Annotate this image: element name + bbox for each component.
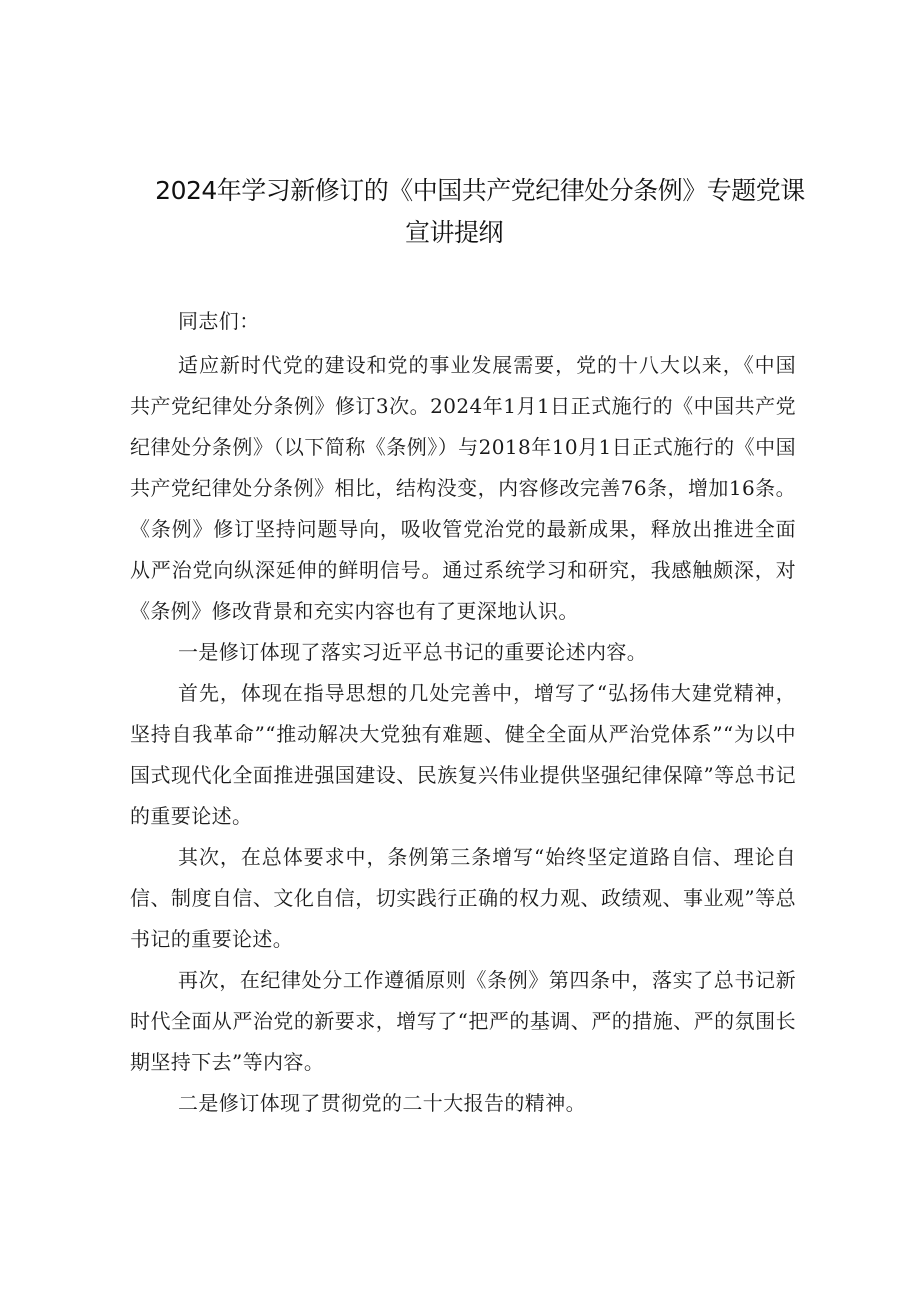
document-title-line-2: 宣讲提纲	[404, 218, 503, 247]
document-body	[130, 301, 796, 1124]
paragraph-firstly: 首先，体现在指导思想的几处完善中，增写了“弘扬伟大建党精神，坚持自我革命”“推动解决大党独有难题、健全全面从严治党体系”“为以中国式现代化全面推进强国建设、民族复兴伟业提供坚强纪律保障”等总书记的重要论述。	[130, 681, 796, 828]
salutation: 同志们：	[178, 309, 260, 333]
paragraph-point-one: 一是修订体现了落实习近平总书记的重要论述内容。	[178, 640, 648, 664]
paragraph-intro: 适应新时代党的建设和党的事业发展需要，党的十八大以来，《中国共产党纪律处分条例》修订3次。2024年1月1日正式施行的《中国共产党纪律处分条例》（以下简称《条例》）与2018年10月1日正式施行的《中国共产党纪律处分条例》相比，结构没变，内容修改完善76条，增加16条。《条例》修订坚持问题导向，吸收管党治党的最新成果，释放出推进全面从严治党向纵深延伸的鲜明信号。通过系统学习和研究，我感触颇深，对《条例》修改背景和充实内容也有了更深地认识。	[130, 353, 796, 623]
paragraph-thirdly: 再次，在纪律处分工作遵循原则《条例》第四条中，落实了总书记新时代全面从严治党的新要求，增写了“把严的基调、严的措施、严的氛围长期坚持下去”等内容。	[130, 968, 796, 1074]
paragraph-point-two: 二是修订体现了贯彻党的二十大报告的精神。	[178, 1091, 586, 1115]
document-title-line-1: 2024年学习新修订的《中国共产党纪律处分条例》专题党课	[155, 176, 805, 205]
paragraph-secondly: 其次，在总体要求中，条例第三条增写“始终坚定道路自信、理论自信、制度自信、文化自信，切实践行正确的权力观、政绩观、事业观”等总书记的重要论述。	[130, 845, 796, 951]
